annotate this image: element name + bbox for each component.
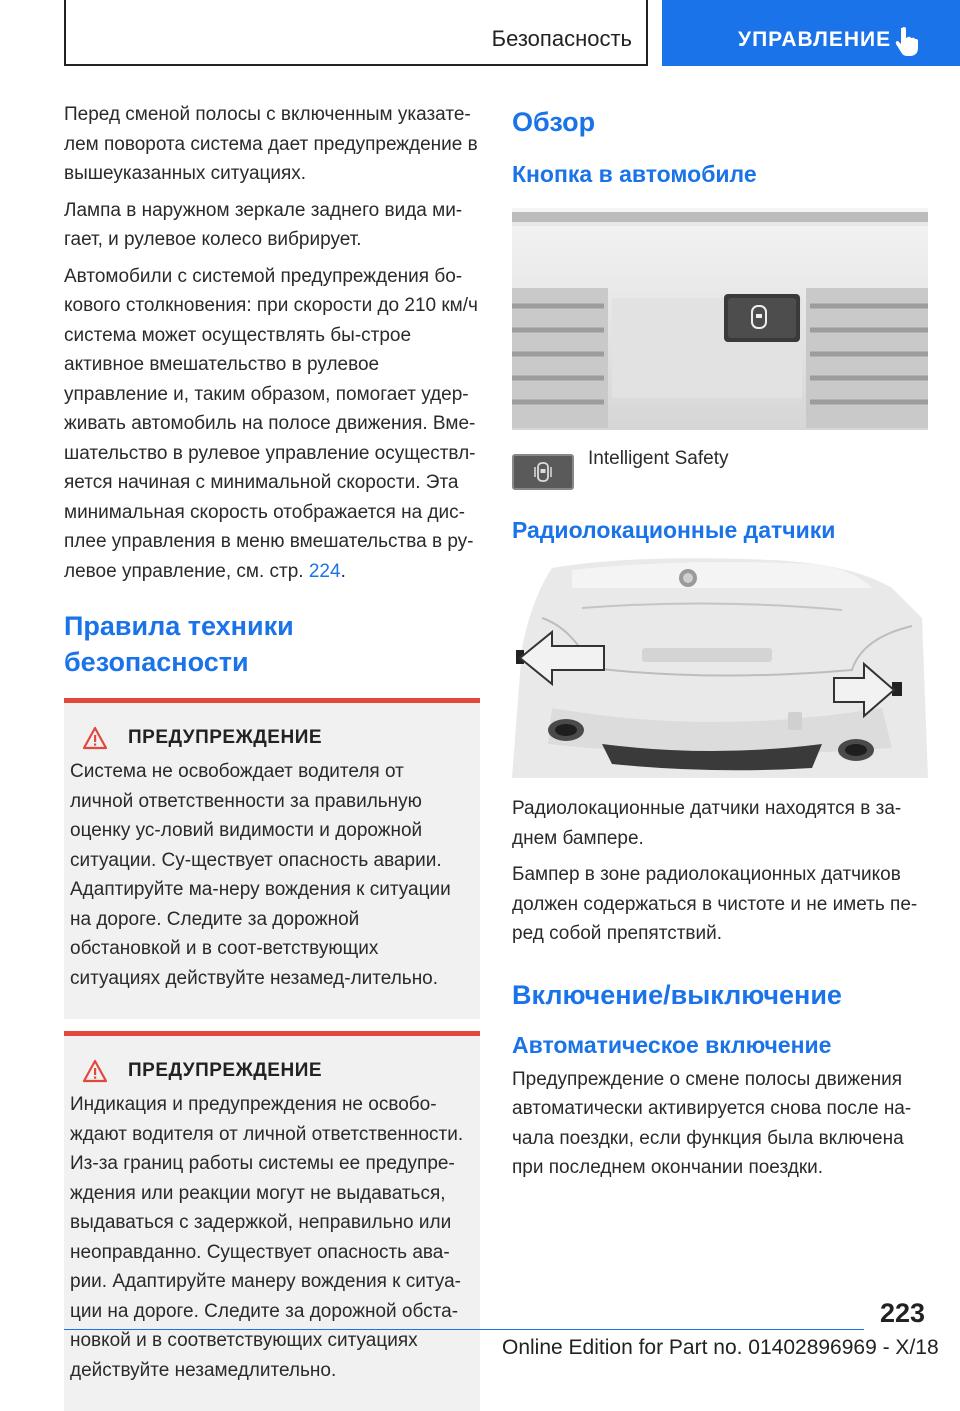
edition-text: Online Edition for Part no. 01402896969 - X/18 [502, 1336, 939, 1359]
paragraph: Бампер в зоне радиолокационных датчиков должен содержаться в чистоте и не иметь пе-ред собой препятствий. [512, 864, 918, 944]
paragraph: Лампа в наружном зеркале заднего вида ми-гает, и рулевое колесо вибрирует. [64, 199, 463, 250]
paragraph: Перед сменой полосы с включенным указате-лем поворота система дает предупреждение в вышеуказанных ситуациях. [64, 104, 478, 184]
radar-heading: Радиолокационные датчики [512, 517, 836, 543]
warning-label: ПРЕДУПРЕЖДЕНИЕ [128, 1060, 323, 1081]
button-label: Intelligent Safety [588, 448, 729, 469]
page-link[interactable]: 224 [308, 560, 341, 582]
warning-box [64, 698, 480, 1019]
paragraph: Радиолокационные датчики находятся в за-днем бампере. [512, 798, 902, 849]
right-column [512, 100, 932, 1190]
left-column [64, 100, 480, 1411]
warning-text: Индикация и предупреждения не освобо-ждают водителя от личной ответственности. Из-за границ работы системы ее предупре-ждения или реакции могут не выдаваться, выдаваться с задержкой, неправильно или неоправданно. Существует опасность ава-рии. Адаптируйте манеру вождения к ситуа-ции на дороге. Следите за дорожной обста-новкой и в соответствующих ситуациях действуйте незамедлительно. [70, 1094, 464, 1381]
button-legend [512, 444, 932, 490]
warning-header [82, 723, 472, 753]
warning-header [82, 1056, 472, 1086]
warning-triangle-icon [82, 1059, 108, 1083]
chapter-tab-label: УПРАВЛЕНИЕ [738, 28, 892, 51]
warning-text: Система не освобождает водителя от личной ответственности за правильную оценку ус-ловий видимости и дорожной ситуации. Су-ществует опасность аварии. Адаптируйте ма-неру вождения к ситуации на дороге. Следите за дорожной обстановкой и в соот-ветствующих ситуациях действуйте незамед-лительно. [70, 761, 451, 989]
paragraph-end: . [340, 560, 346, 582]
paragraph [64, 262, 480, 587]
warning-label: ПРЕДУПРЕЖДЕНИЕ [128, 727, 323, 748]
rear-bumper-image [512, 558, 928, 778]
section-tab [64, 0, 648, 66]
dashboard-button-image [512, 208, 928, 430]
footer-divider [64, 1329, 864, 1330]
safety-heading: Правила техники безопасности [64, 611, 294, 677]
auto-heading: Автоматическое включение [512, 1031, 832, 1058]
warning-triangle-icon [82, 726, 108, 750]
button-heading: Кнопка в автомобиле [512, 161, 757, 187]
paragraph: Предупреждение о смене полосы движения автоматически активируется снова после на-чала поездки, если функция была включена при последнем окончании поездки. [512, 1068, 912, 1178]
warning-box [64, 1031, 480, 1411]
section-tab-label: Безопасность [491, 26, 632, 51]
page-number: 223 [880, 1298, 926, 1328]
overview-heading: Обзор [512, 107, 596, 137]
onoff-heading: Включение/выключение [512, 979, 842, 1010]
hand-pointer-icon [894, 26, 920, 56]
paragraph-text: Автомобили с системой предупреждения бо-кового столкновения: при скорости до 210 км/ч система может осуществлять бы-строе активное вмешательство в рулевое управление и, таким образом, помогает удер-живать автомобиль на полосе движения. Вме-шательство в рулевое управление осуществл-яется начиная с минимальной скорости. Эта минимальная скорость отображается на дис-плее управления в меню вмешательства в ру-левое управление, см. стр. [64, 265, 478, 582]
intelligent-safety-button-icon [512, 454, 574, 490]
